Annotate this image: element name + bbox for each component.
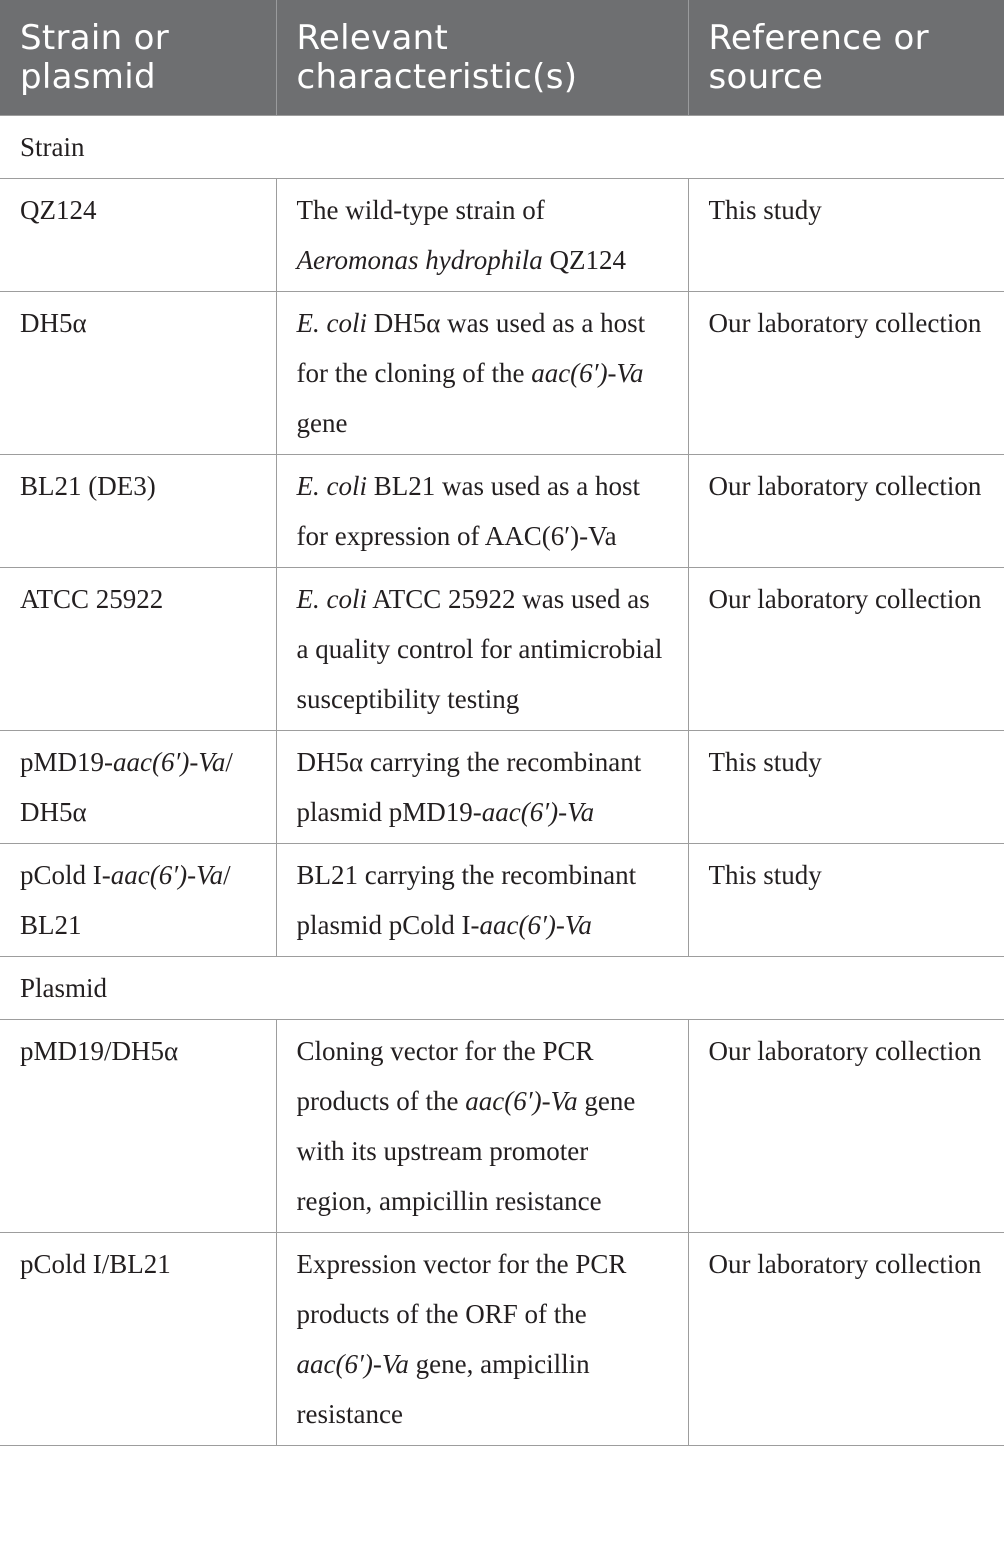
header-strain-or-plasmid [0,0,276,116]
table-row [0,455,1004,568]
cell-text: pMD19/DH5α [20,1036,179,1066]
cell-name [0,568,276,731]
cell-source: Our laboratory collection [688,1020,1004,1233]
header-line: source [708,57,824,97]
cell-text: / DH5α [20,747,233,827]
cell-description [276,1020,688,1233]
header-line: Relevant [296,18,449,58]
cell-text: ATCC 25922 [20,584,164,614]
section-label-plasmid: Plasmid [0,957,1004,1020]
table-row [0,731,1004,844]
cell-text: gene, ampicillin resistance [296,1349,590,1429]
cell-text-italic: aac(6′)-Va [465,1086,578,1116]
section-row-plasmid [0,957,1004,1020]
cell-text: gene with its upstream promoter region, ampicillin resistance [296,1086,636,1216]
cell-text-italic: E. coli [296,584,367,614]
cell-name [0,292,276,455]
header-line: Strain or [20,18,170,58]
cell-text: The wild-type strain of [296,195,545,225]
table-row [0,179,1004,292]
cell-text: pCold I- [20,860,111,890]
section-row-strain [0,116,1004,179]
cell-text-italic: aac(6′)-Va [479,910,592,940]
cell-text: DH5α was used as a host for the cloning of the [296,308,646,388]
cell-text: gene [296,408,348,438]
cell-name [0,844,276,957]
cell-name [0,455,276,568]
cell-text-italic: Aeromonas hydrophila [296,245,543,275]
cell-text: BL21 was used as a host for expression of AAC(6′)-Va [296,471,640,551]
cell-text: BL21 (DE3) [20,471,156,501]
cell-text: DH5α [20,308,87,338]
cell-source: Our laboratory collection [688,568,1004,731]
cell-name [0,1233,276,1446]
cell-description [276,568,688,731]
cell-text-italic: aac(6′)-Va [481,797,595,827]
cell-description [276,844,688,957]
cell-name [0,731,276,844]
cell-text-italic: aac(6′)-Va [531,358,644,388]
section-label-strain: Strain [0,116,1004,179]
cell-source: This study [688,731,1004,844]
header-row [0,0,1004,116]
table-row [0,568,1004,731]
cell-text-italic: E. coli [296,471,367,501]
cell-text: ATCC 25922 was used as a quality control for antimicrobial susceptibility testing [296,584,663,714]
cell-text-italic: aac(6′)-Va [296,1349,409,1379]
cell-source: Our laboratory collection [688,292,1004,455]
cell-description [276,179,688,292]
cell-text: pMD19- [20,747,113,777]
table-row [0,1020,1004,1233]
header-line: characteristic(s) [296,57,578,97]
cell-text: BL21 carrying the recombinant plasmid pCold I- [296,860,637,940]
header-relevant-characteristics [276,0,688,116]
table-row [0,292,1004,455]
table-row [0,844,1004,957]
cell-text: DH5α carrying the recombinant plasmid pMD19- [296,747,642,827]
cell-description [276,731,688,844]
cell-description [276,455,688,568]
cell-source: This study [688,844,1004,957]
cell-text: / BL21 [20,860,231,940]
cell-text: Cloning vector for the PCR products of the [296,1036,594,1116]
cell-name [0,179,276,292]
cell-description [276,1233,688,1446]
cell-text: pCold I/BL21 [20,1249,171,1279]
cell-source: This study [688,179,1004,292]
cell-text-italic: E. coli [296,308,367,338]
cell-source: Our laboratory collection [688,455,1004,568]
table-header [0,0,1004,116]
table-row [0,1233,1004,1446]
cell-source: Our laboratory collection [688,1233,1004,1446]
cell-text-italic: aac(6′)-Va [113,747,226,777]
cell-description [276,292,688,455]
header-reference-or-source [688,0,1004,116]
header-line: Reference or [708,18,929,58]
cell-name [0,1020,276,1233]
table-body [0,116,1004,1446]
cell-text: QZ124 [20,195,97,225]
cell-text-italic: aac(6′)-Va [110,860,224,890]
cell-text: QZ124 [542,245,626,275]
cell-text: Expression vector for the PCR products of the ORF of the [296,1249,627,1329]
header-line: plasmid [20,57,156,97]
